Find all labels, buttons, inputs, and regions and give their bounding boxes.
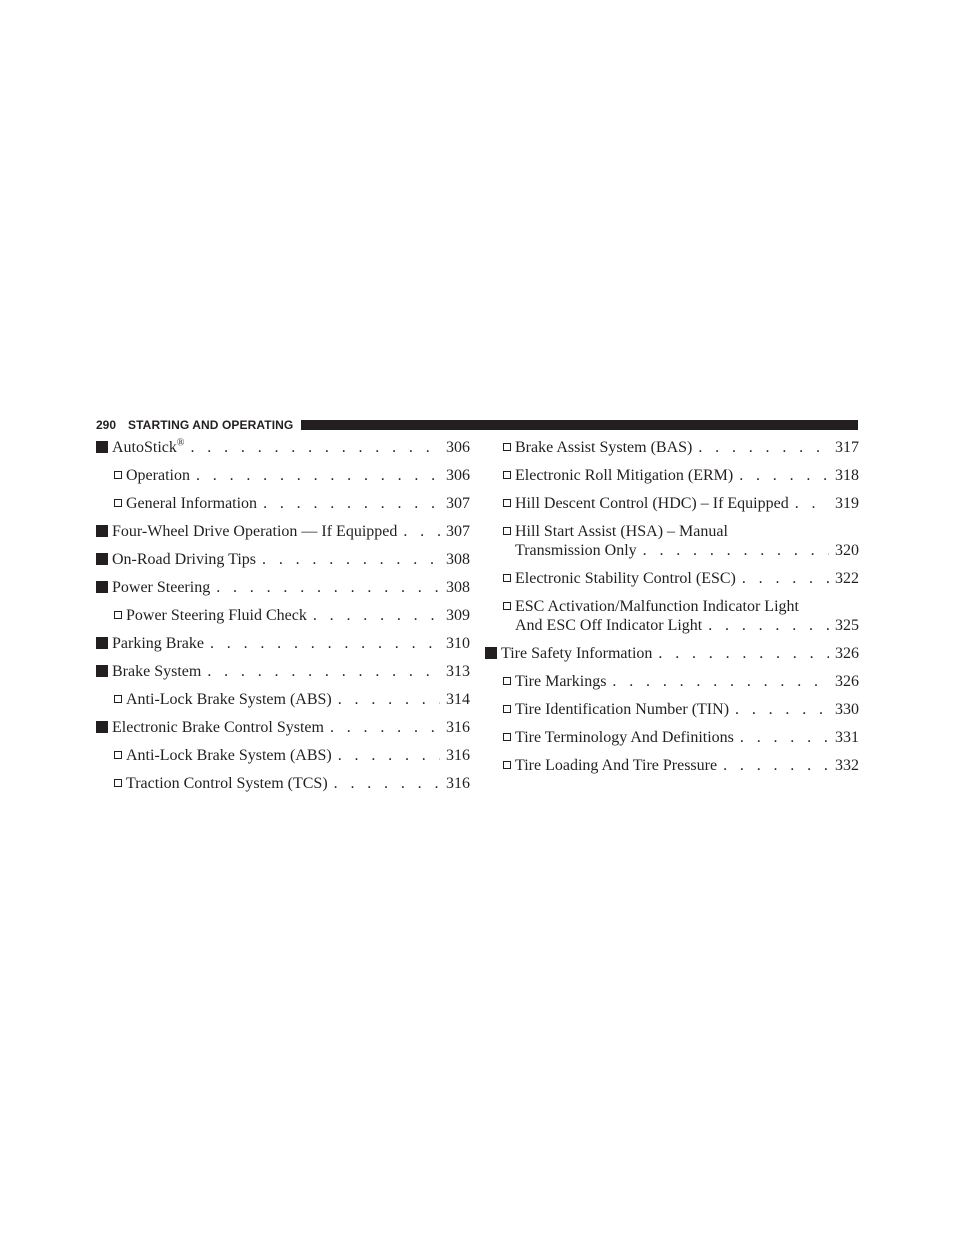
toc-entry[interactable] — [96, 774, 470, 793]
toc-entry-label: And ESC Off Indicator Light — [515, 617, 703, 634]
filled-square-bullet-icon — [96, 525, 108, 537]
toc-entry-page-number: 306 — [446, 439, 470, 456]
toc-entry-label-line1: Hill Start Assist (HSA) – Manual — [515, 523, 728, 540]
toc-entry-label: Operation — [126, 467, 190, 484]
toc-entry[interactable] — [96, 438, 470, 457]
dot-leader — [612, 672, 829, 691]
toc-entry-page-number: 325 — [835, 617, 859, 634]
toc-entry-page-number: 313 — [446, 663, 470, 680]
toc-entry-label: Brake System — [112, 663, 202, 680]
toc-entry[interactable] — [485, 494, 859, 513]
dot-leader — [262, 550, 440, 569]
toc-entry-page-number: 330 — [835, 701, 859, 718]
filled-square-bullet-icon — [96, 553, 108, 565]
toc-entry-page-number: 306 — [446, 467, 470, 484]
toc-entry[interactable] — [485, 438, 859, 457]
hollow-square-bullet-icon — [503, 527, 511, 535]
toc-entry-label: AutoStick — [112, 439, 177, 456]
toc-entry-label: Anti-Lock Brake System (ABS) — [126, 691, 332, 708]
dot-leader — [643, 541, 829, 560]
dot-leader — [658, 644, 829, 663]
toc-entry-page-number: 308 — [446, 551, 470, 568]
dot-leader — [191, 438, 441, 457]
toc-entry-page-number: 316 — [446, 719, 470, 736]
toc-entry[interactable] — [96, 522, 470, 541]
dot-leader — [698, 438, 829, 457]
filled-square-bullet-icon — [96, 581, 108, 593]
hollow-square-bullet-icon — [503, 602, 511, 610]
toc-entry[interactable] — [96, 578, 470, 597]
toc-entry[interactable] — [96, 690, 470, 709]
toc-entry[interactable] — [96, 606, 470, 625]
hollow-square-bullet-icon — [503, 705, 511, 713]
toc-entry-label: Tire Terminology And Definitions — [515, 729, 734, 746]
dot-leader — [742, 569, 829, 588]
toc-entry-label: On-Road Driving Tips — [112, 551, 257, 568]
toc-entry-label: Brake Assist System (BAS) — [515, 439, 693, 456]
toc-entry-label: Tire Markings — [515, 673, 607, 690]
dot-leader — [330, 718, 440, 737]
toc-entry[interactable] — [485, 700, 859, 719]
toc-right-column — [485, 438, 859, 784]
filled-square-bullet-icon — [96, 637, 108, 649]
toc-entry-page-number: 314 — [446, 691, 470, 708]
hollow-square-bullet-icon — [503, 677, 511, 685]
toc-entry-label: Power Steering — [112, 579, 211, 596]
hollow-square-bullet-icon — [114, 751, 122, 759]
toc-entry-label: Electronic Stability Control (ESC) — [515, 570, 736, 587]
toc-entry-label: Power Steering Fluid Check — [126, 607, 307, 624]
header-rule — [301, 420, 858, 430]
toc-entry[interactable] — [485, 728, 859, 747]
hollow-square-bullet-icon — [114, 611, 122, 619]
toc-entry-label: Parking Brake — [112, 635, 204, 652]
hollow-square-bullet-icon — [503, 443, 511, 451]
hollow-square-bullet-icon — [114, 471, 122, 479]
toc-entry-page-number: 331 — [835, 729, 859, 746]
toc-entry[interactable] — [96, 550, 470, 569]
hollow-square-bullet-icon — [114, 499, 122, 507]
toc-entry[interactable] — [96, 718, 470, 737]
registered-mark: ® — [176, 437, 185, 449]
dot-leader — [313, 606, 440, 625]
dot-leader — [708, 616, 829, 635]
toc-left-column — [96, 438, 470, 802]
dot-leader — [338, 746, 440, 765]
dot-leader — [403, 522, 440, 541]
toc-entry[interactable] — [96, 662, 470, 681]
page-header — [96, 417, 858, 433]
toc-entry-label: General Information — [126, 495, 258, 512]
dot-leader — [210, 634, 440, 653]
hollow-square-bullet-icon — [114, 695, 122, 703]
filled-square-bullet-icon — [485, 647, 497, 659]
hollow-square-bullet-icon — [503, 761, 511, 769]
toc-entry-page-number: 310 — [446, 635, 470, 652]
toc-entry-label: Electronic Brake Control System — [112, 719, 324, 736]
toc-entry-label: Tire Identification Number (TIN) — [515, 701, 730, 718]
toc-entry-page-number: 326 — [835, 645, 859, 662]
dot-leader — [263, 494, 440, 513]
toc-entry[interactable] — [485, 466, 859, 485]
toc-entry[interactable] — [485, 672, 859, 691]
toc-entry[interactable] — [96, 466, 470, 485]
section-title: STARTING AND OPERATING — [128, 418, 294, 432]
toc-entry-label: Traction Control System (TCS) — [126, 775, 328, 792]
hollow-square-bullet-icon — [503, 471, 511, 479]
dot-leader — [739, 466, 829, 485]
toc-entry-label: Four-Wheel Drive Operation — If Equipped — [112, 523, 398, 540]
hollow-square-bullet-icon — [114, 779, 122, 787]
filled-square-bullet-icon — [96, 721, 108, 733]
dot-leader — [196, 466, 440, 485]
hollow-square-bullet-icon — [503, 499, 511, 507]
dot-leader — [735, 700, 829, 719]
toc-entry-label: Transmission Only — [515, 542, 637, 559]
filled-square-bullet-icon — [96, 441, 108, 453]
toc-entry-page-number: 317 — [835, 439, 859, 456]
dot-leader — [740, 728, 829, 747]
toc-entry[interactable] — [96, 494, 470, 513]
page-number: 290 — [96, 418, 117, 432]
toc-entry[interactable] — [485, 522, 859, 560]
toc-entry-page-number: 326 — [835, 673, 859, 690]
toc-entry[interactable] — [485, 597, 859, 635]
toc-entry-page-number: 322 — [835, 570, 859, 587]
toc-entry-page-number: 319 — [835, 495, 859, 512]
hollow-square-bullet-icon — [503, 574, 511, 582]
toc-entry-page-number: 318 — [835, 467, 859, 484]
dot-leader — [207, 662, 440, 681]
dot-leader — [338, 690, 440, 709]
toc-entry-label: Tire Safety Information — [501, 645, 653, 662]
hollow-square-bullet-icon — [503, 733, 511, 741]
toc-entry-label: Electronic Roll Mitigation (ERM) — [515, 467, 734, 484]
dot-leader — [723, 756, 829, 775]
toc-entry-page-number: 332 — [835, 757, 859, 774]
toc-entry[interactable] — [485, 644, 859, 663]
dot-leader — [334, 774, 440, 793]
toc-entry-page-number: 320 — [835, 542, 859, 559]
toc-entry-page-number: 308 — [446, 579, 470, 596]
filled-square-bullet-icon — [96, 665, 108, 677]
toc-entry[interactable] — [96, 746, 470, 765]
toc-entry[interactable] — [96, 634, 470, 653]
dot-leader — [216, 578, 440, 597]
toc-entry[interactable] — [485, 569, 859, 588]
dot-leader — [795, 494, 829, 513]
toc-entry-page-number: 307 — [446, 495, 470, 512]
toc-entry-label-line1: ESC Activation/Malfunction Indicator Light — [515, 598, 799, 615]
toc-entry-page-number: 309 — [446, 607, 470, 624]
toc-entry[interactable] — [485, 756, 859, 775]
toc-entry-label: Anti-Lock Brake System (ABS) — [126, 747, 332, 764]
toc-entry-label: Hill Descent Control (HDC) – If Equipped — [515, 495, 789, 512]
toc-entry-page-number: 316 — [446, 747, 470, 764]
toc-entry-label: Tire Loading And Tire Pressure — [515, 757, 718, 774]
toc-entry-page-number: 307 — [446, 523, 470, 540]
toc-entry-page-number: 316 — [446, 775, 470, 792]
